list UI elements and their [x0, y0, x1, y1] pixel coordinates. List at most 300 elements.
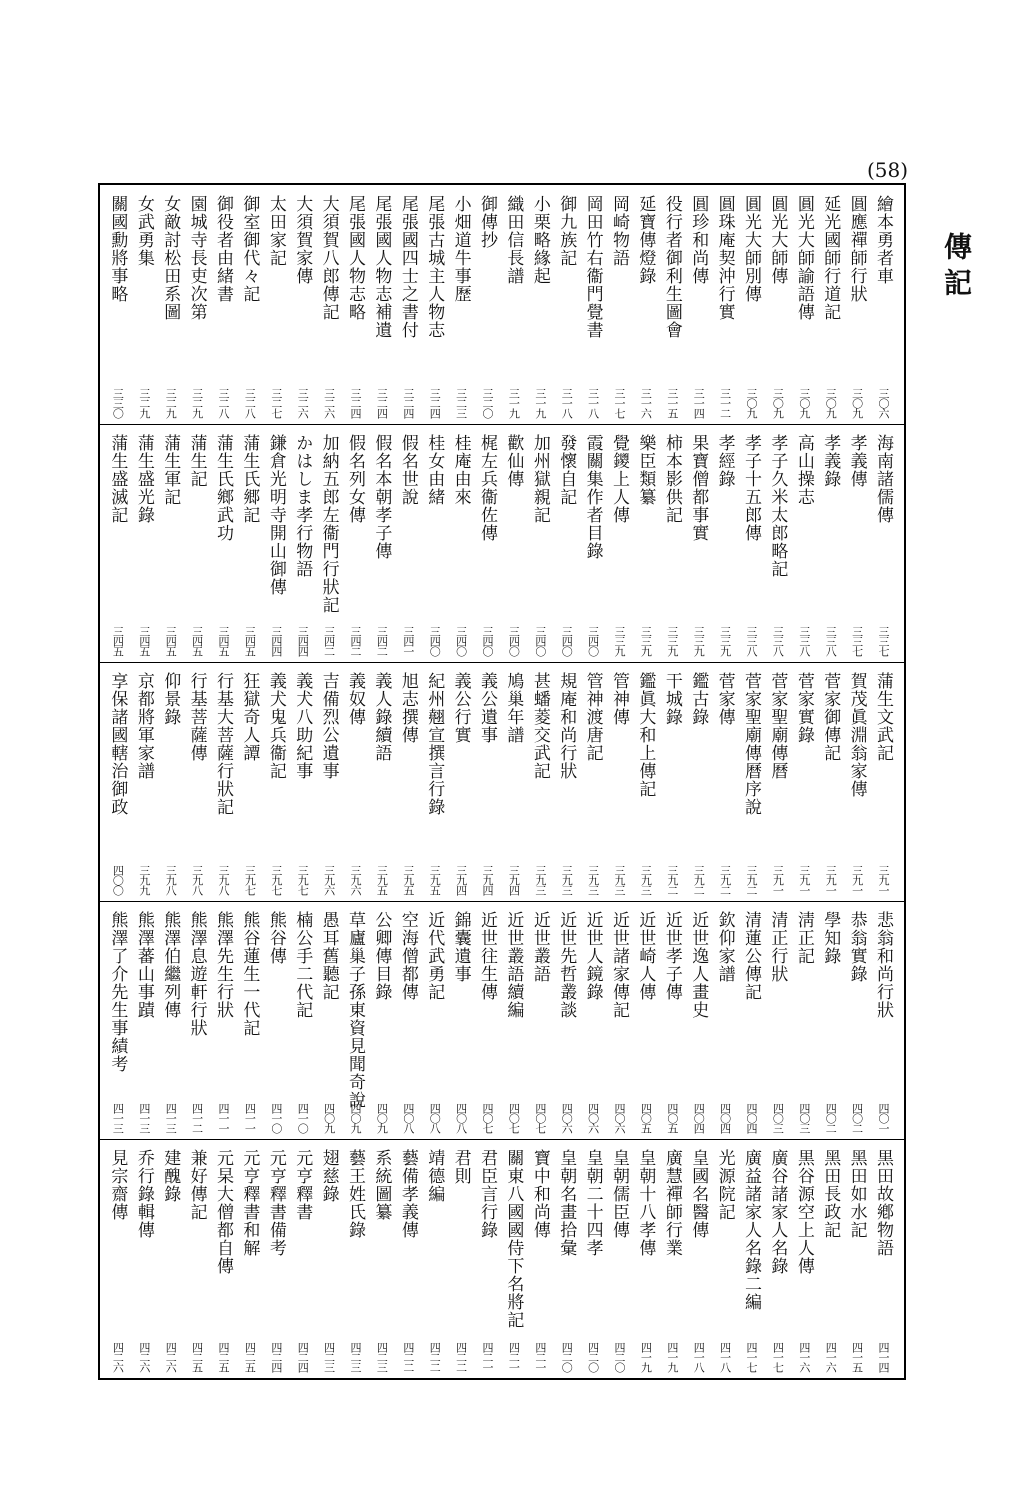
- entry-title: 黒谷源空上人傳: [793, 1149, 814, 1276]
- entry-title: 近世往生傳: [477, 910, 497, 1001]
- entry-page-number: 四一九: [639, 1341, 653, 1372]
- entry-page-number: 三九六: [349, 864, 362, 895]
- entry-page-number: 三九三: [586, 864, 600, 895]
- index-entry: [104, 901, 130, 1140]
- index-entry: [738, 1139, 764, 1378]
- entry-page-number: 三九五: [401, 864, 415, 895]
- entry-title: 海南諸儒傳: [873, 433, 893, 524]
- entry-page-number: 四〇五: [639, 1103, 653, 1134]
- index-entry: [210, 662, 236, 901]
- entry-page-number: 四〇八: [428, 1103, 442, 1134]
- entry-page-number: 四二一: [481, 1341, 494, 1372]
- index-entry: [685, 662, 711, 901]
- entry-title: 蒲生記: [186, 433, 207, 488]
- index-entry: [474, 424, 500, 663]
- entry-title: 仰景錄: [160, 672, 181, 727]
- entry-title: 延光國師行道記: [820, 195, 841, 321]
- entry-title: 岡田竹右衞門覺書: [582, 195, 603, 339]
- entry-page-number: 三一五: [665, 387, 679, 418]
- index-entry: [659, 424, 685, 663]
- entry-page-number: 四一三: [137, 1103, 151, 1134]
- index-entry: [236, 901, 262, 1140]
- index-entry: [263, 185, 289, 424]
- entry-page-number: 四〇九: [349, 1103, 362, 1134]
- index-entry: [289, 662, 315, 901]
- entry-page-number: 三九二: [745, 864, 758, 895]
- entry-title: 菅家傳: [714, 672, 735, 727]
- entry-title: 尾張國四士之書付: [397, 195, 418, 339]
- index-entry: [738, 185, 764, 424]
- entry-page-number: 四一三: [111, 1103, 125, 1134]
- index-entry: [342, 185, 368, 424]
- index-entry: [817, 1139, 843, 1378]
- entry-title: 近世諸家傳記: [609, 910, 629, 1019]
- entry-page-number: 三一四: [692, 387, 706, 418]
- entry-title: 干城錄: [661, 672, 682, 727]
- index-entry: [210, 424, 236, 663]
- entry-page-number: 三四〇: [428, 626, 442, 657]
- index-entry: [791, 901, 817, 1140]
- entry-title: 元亨釋書和解: [239, 1149, 260, 1258]
- entry-page-number: 三二四: [349, 387, 362, 418]
- index-table: [98, 183, 906, 1380]
- index-entry: [263, 1139, 289, 1378]
- entry-page-number: 四〇八: [454, 1103, 468, 1134]
- entry-page-number: 四一一: [243, 1103, 257, 1134]
- entry-title: 圓光大師傳: [767, 195, 788, 285]
- entry-title: 近世先哲叢談: [556, 910, 577, 1019]
- index-entry: [368, 1139, 394, 1378]
- index-entry: [500, 662, 526, 901]
- index-band: [100, 662, 904, 901]
- entry-title: 清正行狀: [767, 910, 788, 983]
- index-entry: [500, 901, 526, 1140]
- entry-title: 覺鑁上人傳: [609, 433, 629, 524]
- entry-title: 假名本朝孝子傳: [371, 433, 392, 560]
- entry-title: 大須賀八郎傳記: [318, 195, 339, 321]
- entry-page-number: 四二二: [454, 1341, 468, 1372]
- entry-title: 愚耳舊聽記: [318, 910, 339, 1001]
- index-entry: [580, 662, 606, 901]
- entry-title: 熊谷傳: [265, 910, 286, 965]
- entry-page-number: 四二二: [428, 1341, 442, 1372]
- entry-page-number: 三二四: [375, 387, 389, 418]
- entry-page-number: 三九二: [718, 864, 732, 895]
- entry-page-number: 三九三: [613, 864, 626, 895]
- entry-page-number: 四一一: [217, 1103, 230, 1134]
- entry-title: 加州獄親記: [529, 433, 550, 524]
- index-entry: [236, 424, 262, 663]
- index-entry: [448, 185, 474, 424]
- entry-page-number: 三四〇: [507, 626, 521, 657]
- index-entry: [236, 185, 262, 424]
- index-entry: [395, 1139, 421, 1378]
- entry-page-number: 四〇六: [586, 1103, 600, 1134]
- index-entry: [685, 424, 711, 663]
- index-entry: [395, 662, 421, 901]
- entry-page-number: 四一〇: [269, 1103, 283, 1134]
- index-entry: [712, 185, 738, 424]
- entry-page-number: 三九四: [454, 864, 468, 895]
- index-entry: [606, 662, 632, 901]
- entry-page-number: 三九五: [428, 864, 442, 895]
- index-entry: [685, 1139, 711, 1378]
- entry-title: 樂臣類纂: [635, 433, 656, 506]
- entry-page-number: 四一七: [745, 1341, 758, 1372]
- index-entry: [817, 901, 843, 1140]
- index-entry: [870, 1139, 896, 1378]
- entry-title: 行基大菩薩行狀記: [213, 672, 233, 817]
- entry-page-number: 四二三: [349, 1341, 362, 1372]
- index-entry: [632, 1139, 658, 1378]
- entry-title: 圓光大師諭語傳: [793, 195, 814, 321]
- index-entry: [738, 424, 764, 663]
- entry-page-number: 四〇六: [613, 1103, 626, 1134]
- entry-page-number: 四一〇: [296, 1103, 310, 1134]
- entry-title: 黑田如水記: [846, 1149, 867, 1240]
- entry-title: 近世孝子傳: [661, 910, 682, 1001]
- index-entry: [580, 185, 606, 424]
- index-entry: [632, 662, 658, 901]
- entry-page-number: 三九三: [560, 864, 574, 895]
- entry-page-number: 三九九: [137, 864, 151, 895]
- index-entry: [157, 662, 183, 901]
- entry-title: 乔行錄輯傳: [133, 1149, 154, 1240]
- index-entry: [421, 424, 447, 663]
- index-entry: [104, 1139, 130, 1378]
- index-entry: [580, 424, 606, 663]
- entry-title: 蒲生氏郷記: [239, 433, 260, 524]
- entry-title: 規庵和尚行狀: [556, 672, 577, 781]
- index-entry: [474, 662, 500, 901]
- index-entry: [210, 901, 236, 1140]
- entry-page-number: 三三九: [639, 626, 653, 657]
- entry-page-number: 四〇二: [850, 1103, 864, 1134]
- index-entry: [870, 185, 896, 424]
- index-entry: [184, 185, 210, 424]
- entry-page-number: 三二三: [454, 387, 468, 418]
- entry-title: 藝王姓氏錄: [345, 1149, 365, 1240]
- entry-title: 君臣言行錄: [477, 1149, 497, 1240]
- entry-page-number: 四二三: [322, 1341, 336, 1372]
- entry-page-number: 四〇三: [771, 1103, 785, 1134]
- entry-title: 義奴傳: [345, 672, 365, 727]
- entry-page-number: 四二一: [507, 1341, 521, 1372]
- entry-page-number: 三四四: [269, 626, 283, 657]
- entry-page-number: 三〇六: [877, 387, 890, 418]
- entry-title: 熊澤先生行狀: [213, 910, 233, 1019]
- index-entry: [342, 424, 368, 663]
- index-entry: [580, 901, 606, 1140]
- index-entry: [764, 1139, 790, 1378]
- entry-title: 近世叢語: [529, 910, 550, 983]
- entry-page-number: 四二五: [190, 1341, 204, 1372]
- entry-title: 御九族記: [556, 195, 577, 267]
- index-entry: [368, 424, 394, 663]
- index-entry: [844, 424, 870, 663]
- index-entry: [421, 185, 447, 424]
- entry-page-number: 三〇九: [824, 387, 838, 418]
- index-entry: [553, 1139, 579, 1378]
- index-entry: [395, 185, 421, 424]
- entry-title: 皇朝儒臣傳: [609, 1149, 629, 1240]
- entry-page-number: 四〇二: [824, 1103, 838, 1134]
- entry-page-number: 四二三: [375, 1341, 389, 1372]
- index-entry: [157, 185, 183, 424]
- index-entry: [316, 185, 342, 424]
- index-entry: [421, 1139, 447, 1378]
- index-entry: [844, 185, 870, 424]
- entry-title: 行基菩薩傳: [186, 672, 207, 763]
- entry-page-number: 三九四: [507, 864, 521, 895]
- entry-title: 熊澤蕃山事蹟: [133, 910, 154, 1019]
- section-title: 傳記: [940, 232, 973, 304]
- index-entry: [104, 662, 130, 901]
- index-entry: [580, 1139, 606, 1378]
- index-entry: [184, 424, 210, 663]
- index-entry: [263, 424, 289, 663]
- entry-page-number: 四一六: [824, 1341, 838, 1372]
- entry-title: 廣谷諸家人名錄: [767, 1149, 788, 1276]
- entry-title: 楠公手二代記: [292, 910, 313, 1019]
- index-entry: [500, 1139, 526, 1378]
- index-entry: [131, 1139, 157, 1378]
- entry-title: 近世逸人畫史: [688, 910, 709, 1019]
- index-entry: [263, 901, 289, 1140]
- entry-page-number: 四〇七: [507, 1103, 521, 1134]
- entry-page-number: 三九八: [217, 864, 230, 895]
- entry-title: 甚蟠菱交武記: [529, 672, 550, 781]
- entry-title: 桂女由緒: [424, 433, 445, 506]
- entry-page-number: 三九三: [639, 864, 653, 895]
- entry-title: 孝子十五郎傳: [741, 433, 761, 542]
- index-entry: [606, 424, 632, 663]
- index-entry: [448, 424, 474, 663]
- index-entry: [316, 424, 342, 663]
- entry-page-number: 四二〇: [560, 1341, 574, 1372]
- entry-page-number: 四二五: [217, 1341, 230, 1372]
- index-entry: [632, 185, 658, 424]
- index-entry: [289, 424, 315, 663]
- entry-title: 黑田長政記: [820, 1149, 841, 1240]
- entry-title: 熊澤息遊軒行狀: [186, 910, 207, 1037]
- index-entry: [448, 662, 474, 901]
- entry-title: 近代武勇記: [424, 910, 445, 1001]
- entry-title: 翅慈錄: [318, 1149, 339, 1204]
- entry-page-number: 三一九: [507, 387, 521, 418]
- entry-page-number: 三九一: [771, 864, 785, 895]
- entry-page-number: 三九一: [824, 864, 838, 895]
- entry-page-number: 三四二: [375, 626, 389, 657]
- entry-page-number: 四一二: [190, 1103, 204, 1134]
- entry-title: 藝備孝義傳: [397, 1149, 418, 1240]
- index-entry: [263, 662, 289, 901]
- entry-title: 元亨釋書備考: [265, 1149, 286, 1258]
- entry-page-number: 三三九: [613, 626, 626, 657]
- entry-page-number: 三四〇: [481, 626, 494, 657]
- entry-title: 御傳抄: [477, 195, 497, 249]
- entry-title: 寶中和尚傳: [529, 1149, 550, 1240]
- index-entry: [791, 185, 817, 424]
- index-entry: [553, 901, 579, 1140]
- entry-page-number: 三四一: [401, 626, 415, 657]
- entry-title: 學知錄: [820, 910, 841, 965]
- index-entry: [368, 185, 394, 424]
- index-entry: [791, 1139, 817, 1378]
- entry-page-number: 三三八: [797, 626, 811, 657]
- entry-page-number: 三二四: [428, 387, 442, 418]
- entry-title: 繪本勇者車: [873, 195, 893, 285]
- entry-page-number: 四〇四: [718, 1103, 732, 1134]
- entry-page-number: 三九三: [533, 864, 547, 895]
- entry-page-number: 三九七: [269, 864, 283, 895]
- index-entry: [342, 662, 368, 901]
- entry-title: 近世叢語續編: [503, 910, 524, 1019]
- entry-title: 旭志撰傳: [397, 672, 418, 745]
- entry-page-number: 三〇九: [850, 387, 864, 418]
- entry-title: 草廬巢子孫東資見聞奇說: [345, 910, 365, 1109]
- entry-title: 狂獄奇人譚: [239, 672, 260, 763]
- index-entry: [844, 901, 870, 1140]
- index-entry: [659, 662, 685, 901]
- entry-title: 義人錄續語: [371, 672, 392, 763]
- entry-page-number: 三四〇: [533, 626, 547, 657]
- entry-title: 果寶僧都事實: [688, 433, 709, 542]
- index-entry: [685, 901, 711, 1140]
- index-entry: [157, 901, 183, 1140]
- index-entry: [474, 185, 500, 424]
- entry-page-number: 四二四: [269, 1341, 283, 1372]
- entry-title: 蒲生軍記: [160, 433, 181, 506]
- entry-page-number: 三四五: [243, 626, 257, 657]
- index-entry: [764, 662, 790, 901]
- index-entry: [712, 662, 738, 901]
- entry-page-number: 四一八: [718, 1341, 732, 1372]
- entry-page-number: 四二四: [296, 1341, 310, 1372]
- entry-page-number: 三九六: [322, 864, 336, 895]
- entry-title: 近世人鏡錄: [582, 910, 603, 1001]
- entry-title: 歡仙傳: [503, 433, 524, 488]
- entry-title: 蒲生文武記: [873, 672, 893, 763]
- entry-title: 見宗齋傳: [107, 1149, 128, 1222]
- entry-title: 女武勇集: [133, 195, 154, 267]
- entry-title: 圓珍和尚傳: [688, 195, 709, 285]
- entry-title: 義犬鬼兵衞記: [265, 672, 286, 781]
- entry-title: 吉備烈公遺事: [318, 672, 339, 781]
- index-entry: [606, 185, 632, 424]
- entry-title: 義犬八助紀事: [292, 672, 313, 781]
- entry-title: 小畑道牛事歷: [450, 195, 471, 303]
- index-entry: [421, 662, 447, 901]
- index-entry: [289, 185, 315, 424]
- entry-title: 桂庵由來: [450, 433, 471, 506]
- entry-page-number: 三三九: [692, 626, 706, 657]
- entry-page-number: 三九一: [850, 864, 864, 895]
- entry-title: 悲翁和尚行狀: [873, 910, 893, 1019]
- entry-title: 御室御代々記: [239, 195, 260, 303]
- index-entry: [210, 185, 236, 424]
- entry-title: 賀茂眞淵翁家傳: [846, 672, 867, 799]
- entry-title: 清蓮公傳記: [741, 910, 761, 1001]
- entry-title: 圓應禪師行狀: [846, 195, 867, 303]
- entry-title: 紀州翹宣撰言行錄: [424, 672, 445, 817]
- entry-page-number: 三二四: [401, 387, 415, 418]
- entry-title: 高山操志: [793, 433, 814, 506]
- entry-page-number: 三四五: [111, 626, 125, 657]
- entry-page-number: 三四二: [322, 626, 336, 657]
- index-entry: [712, 901, 738, 1140]
- index-entry: [104, 185, 130, 424]
- entry-page-number: 四〇〇: [111, 864, 125, 895]
- index-entry: [131, 185, 157, 424]
- index-entry: [395, 901, 421, 1140]
- entry-page-number: 三一八: [560, 387, 574, 418]
- index-entry: [210, 1139, 236, 1378]
- entry-page-number: 四一四: [877, 1341, 890, 1372]
- index-entry: [685, 185, 711, 424]
- entry-title: 柿本影供記: [661, 433, 682, 524]
- entry-page-number: 三九七: [243, 864, 257, 895]
- entry-page-number: 四二五: [243, 1341, 257, 1372]
- index-entry: [712, 424, 738, 663]
- entry-title: 霞關集作者目錄: [582, 433, 603, 560]
- entry-page-number: 三一六: [639, 387, 653, 418]
- index-entry: [316, 662, 342, 901]
- index-entry: [764, 185, 790, 424]
- entry-page-number: 三四〇: [560, 626, 574, 657]
- entry-title: 皇朝十八孝傳: [635, 1149, 656, 1258]
- index-entry: [844, 662, 870, 901]
- entry-page-number: 四〇九: [375, 1103, 389, 1134]
- index-entry: [131, 662, 157, 901]
- entry-page-number: 三二九: [137, 387, 151, 418]
- entry-page-number: 三四五: [190, 626, 204, 657]
- entry-title: 孝義傳: [846, 433, 867, 488]
- index-entry: [527, 662, 553, 901]
- entry-page-number: 三一七: [613, 387, 626, 418]
- entry-title: 近世崎人傳: [635, 910, 656, 1001]
- page-number: (58): [866, 158, 908, 182]
- entry-title: 欽仰家譜: [714, 910, 735, 983]
- entry-page-number: 三二九: [164, 387, 178, 418]
- index-entry: [553, 185, 579, 424]
- index-entry: [289, 1139, 315, 1378]
- entry-title: 廣益諸家人名錄二編: [741, 1149, 761, 1312]
- entry-title: 君則: [450, 1149, 471, 1186]
- index-entry: [184, 1139, 210, 1378]
- index-band: [100, 901, 904, 1140]
- entry-page-number: 三九四: [481, 864, 494, 895]
- entry-title: 管神傳: [609, 672, 629, 727]
- entry-title: 靖德編: [424, 1149, 445, 1204]
- entry-page-number: 四一九: [665, 1341, 679, 1372]
- index-band: [100, 1139, 904, 1378]
- entry-page-number: 三四五: [164, 626, 178, 657]
- entry-title: 光源院記: [714, 1149, 735, 1222]
- entry-page-number: 三二八: [217, 387, 230, 418]
- index-entry: [157, 424, 183, 663]
- entry-title: 菅家御傳記: [820, 672, 841, 763]
- entry-page-number: 四〇六: [560, 1103, 574, 1134]
- entry-title: 空海僧都傳: [397, 910, 418, 1001]
- index-entry: [712, 1139, 738, 1378]
- index-entry: [395, 424, 421, 663]
- index-entry: [527, 424, 553, 663]
- index-entry: [184, 662, 210, 901]
- index-entry: [738, 901, 764, 1140]
- entry-page-number: 四一六: [797, 1341, 811, 1372]
- entry-title: 御役者由緒書: [213, 195, 233, 303]
